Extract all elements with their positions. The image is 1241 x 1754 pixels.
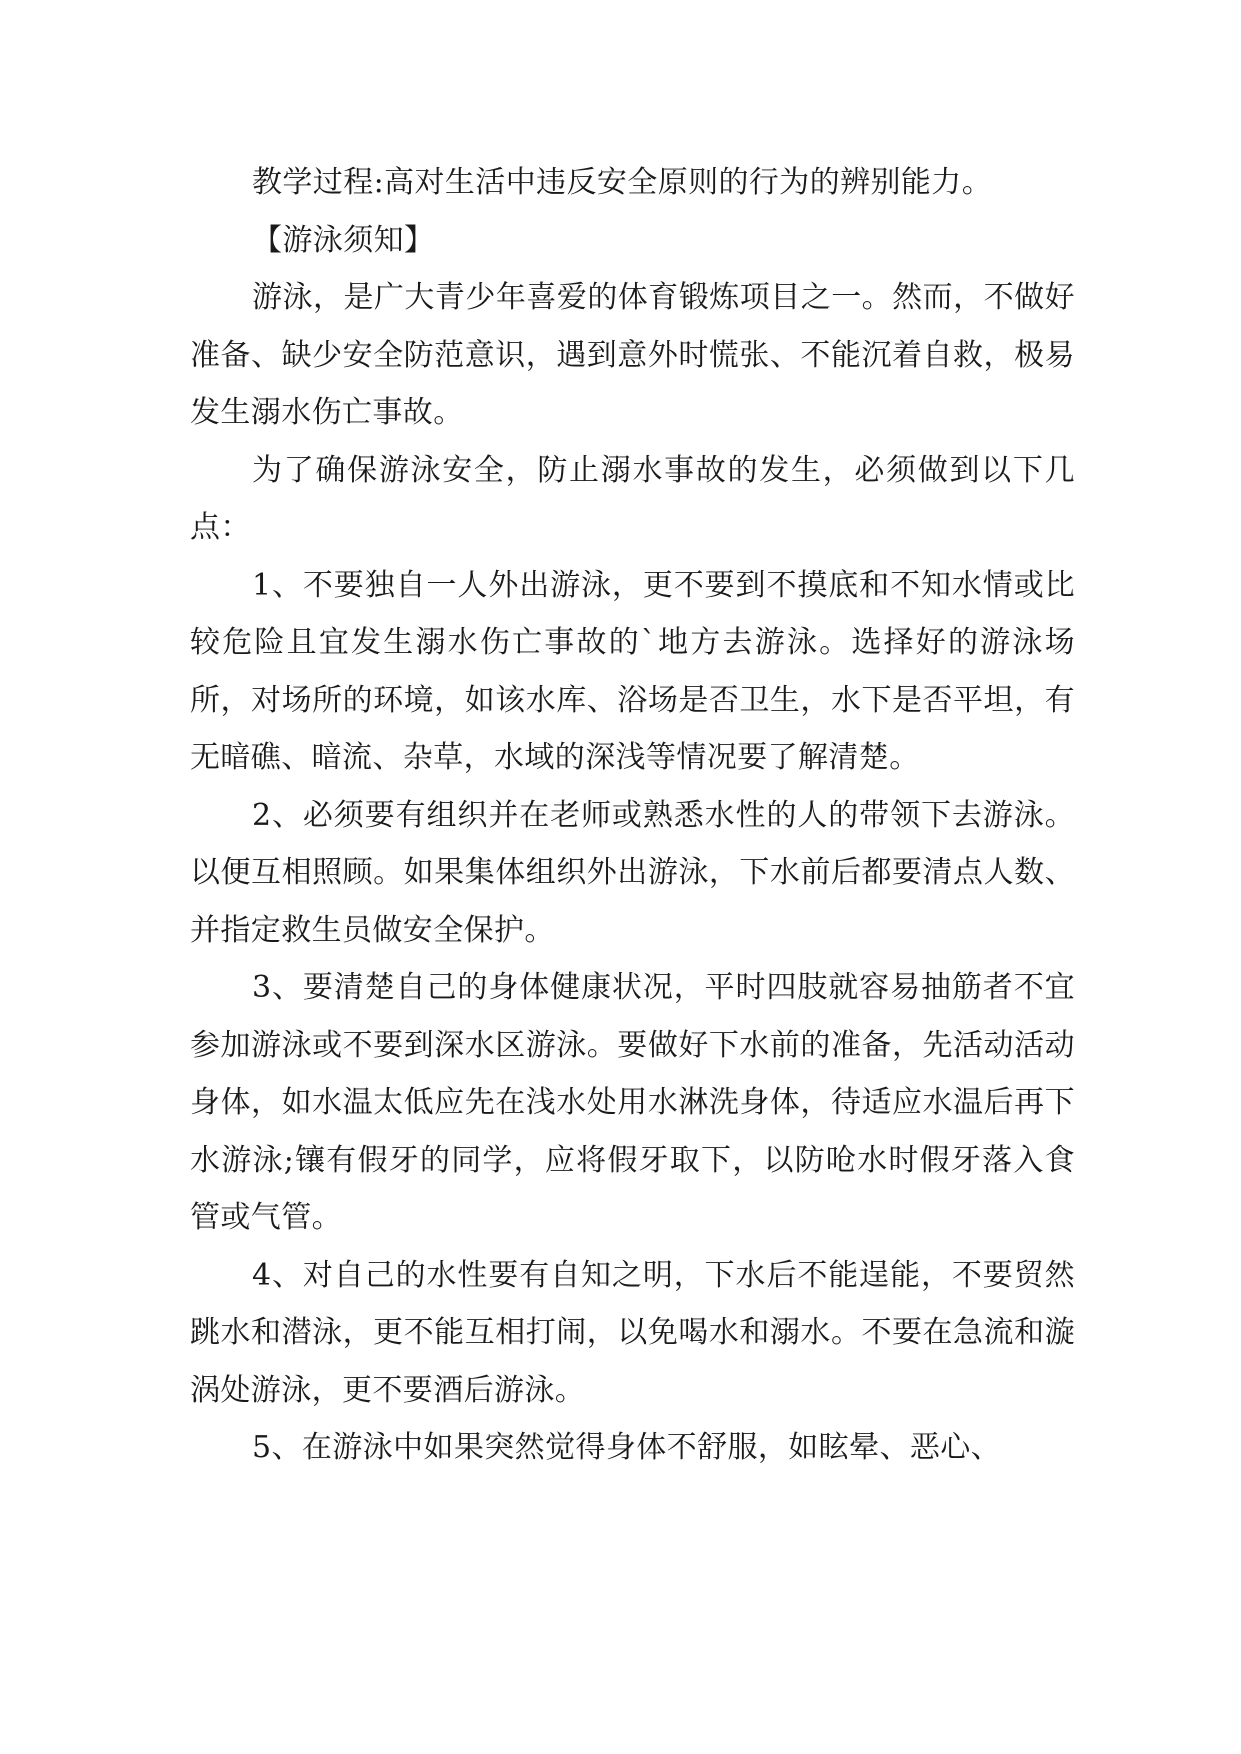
paragraph: 为了确保游泳安全，防止溺水事故的发生，必须做到以下几点： [190, 452, 1075, 545]
list-item: 4、对自己的水性要有自知之明，下水后不能逞能，不要贸然跳水和潜泳，更不能互相打闹，以免喝水和溺水。不要在急流和漩涡处游泳，更不要酒后游泳。 [190, 1257, 1075, 1408]
list-item: 3、要清楚自己的身体健康状况，平时四肢就容易抽筋者不宜参加游泳或不要到深水区游泳。要做好下水前的准备，先活动活动身体，如水温太低应先在浅水处用水淋洗身体，待适应水温后再下水游泳;镶有假牙的同学，应将假牙取下，以防呛水时假牙落入食管或气管。 [190, 970, 1075, 1235]
section-heading: 【游泳须知】 [252, 222, 435, 258]
list-item: 1、不要独自一人外出游泳，更不要到不摸底和不知水情或比较危险且宜发生溺水伤亡事故的`地方去游泳。选择好的游泳场所，对场所的环境，如该水库、浴场是否卫生，水下是否平坦，有无暗礁、暗流、杂草，水域的深浅等情况要了解清楚。 [190, 567, 1075, 775]
list-item: 5、在游泳中如果突然觉得身体不舒服，如眩晕、恶心、 [252, 1430, 1002, 1465]
intro-line: 教学过程:高对生活中违反安全原则的行为的辨别能力。 [252, 165, 993, 200]
list-item: 2、必须要有组织并在老师或熟悉水性的人的带领下去游泳。以便互相照顾。如果集体组织外出游泳，下水前后都要清点人数、并指定救生员做安全保护。 [190, 797, 1075, 948]
document-body [190, 154, 1075, 1477]
paragraph: 游泳，是广大青少年喜爱的体育锻炼项目之一。然而，不做好准备、缺少安全防范意识，遇到意外时慌张、不能沉着自救，极易发生溺水伤亡事故。 [190, 280, 1075, 430]
